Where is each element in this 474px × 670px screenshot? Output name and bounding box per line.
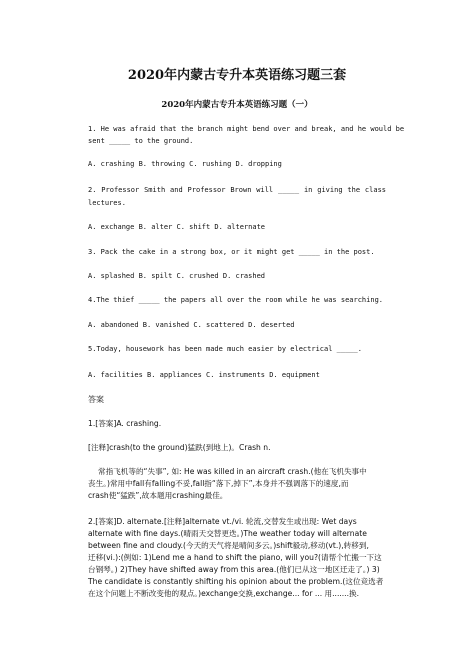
question-1-stem-line-1: 1. He was afraid that the branch might bend over and break, and he would be	[88, 125, 405, 133]
question-1-options: A. crashing B. throwing C. rushing D. dropping	[88, 160, 282, 168]
answer-2-line-4: 迁移(vi.):(例如: 1)Lend me a hand to shift the piano, will you?(请帮个忙搬一下这	[88, 553, 382, 562]
answer-2-line-7: 在这个问题上不断改变他的观点。)exchange交换,exchange... for ... 用.......换.	[88, 589, 360, 598]
answer-1-line-2: [注释]crash(to the ground)猛跌(到地上)。Crash n.	[88, 443, 271, 452]
question-2-stem-line-1: 2. Professor Smith and Professor Brown will _____ in giving the class	[88, 186, 386, 194]
answer-heading: 答案	[88, 395, 104, 404]
section-subtitle: 2020年内蒙古专升本英语练习题（一）	[161, 100, 313, 110]
answer-2-line-3: between fine and cloudy.(今天的天气将是晴间多云。)shift毅动,移动(vt.),转移到,	[88, 541, 369, 550]
question-5-stem: 5.Today, housework has been made much easier by electrical _____.	[88, 345, 362, 353]
question-2-stem-line-2: lectures.	[88, 199, 126, 207]
question-3-stem: 3. Pack the cake in a strong box, or it might get _____ in the post.	[88, 248, 375, 256]
question-1-stem-line-2: sent _____ to the ground.	[88, 137, 194, 145]
answer-2-line-6: The candidate is constantly shifting his opinion about the problem.(这位竞选者	[88, 577, 384, 586]
document-title: 2020年内蒙古专升本英语练习题三套	[127, 68, 347, 83]
answer-1-line-5: crash使“猛跌”,故本题用crashing最佳。	[88, 491, 228, 500]
answer-1-line-1: 1.[答案]A. crashing.	[88, 419, 162, 428]
answer-2-line-5: 台钢琴。) 2)They have shifted away from this area.(他们已从这一地区迁走了。) 3)	[88, 565, 380, 574]
answer-1-line-3: 常指飞机等的“失事”, 如: He was killed in an aircraft crash.(他在飞机失事中	[98, 467, 367, 476]
question-5-options: A. facilities B. appliances C. instruments D. equipment	[88, 371, 320, 379]
question-3-options: A. splashed B. spilt C. crushed D. crashed	[88, 272, 266, 280]
answer-1-line-4: 丧生。)常用中fall有falling不妥,fall指“落下,掉下”,本身并不强调落下的速度,而	[88, 479, 349, 488]
question-2-options: A. exchange B. alter C. shift D. alternate	[88, 223, 266, 231]
question-4-stem: 4.The thief _____ the papers all over the room while he was searching.	[88, 296, 384, 304]
answer-2-line-2: alternate with fine days.(晴雨天交替更迭。)The weather today will alternate	[88, 529, 367, 538]
answer-2-line-1: 2.[答案]D. alternate.[注释]alternate vt./vi. 轮流,交替发生或出现: Wet days	[88, 517, 357, 526]
question-4-options: A. abandoned B. vanished C. scattered D. deserted	[88, 321, 295, 329]
